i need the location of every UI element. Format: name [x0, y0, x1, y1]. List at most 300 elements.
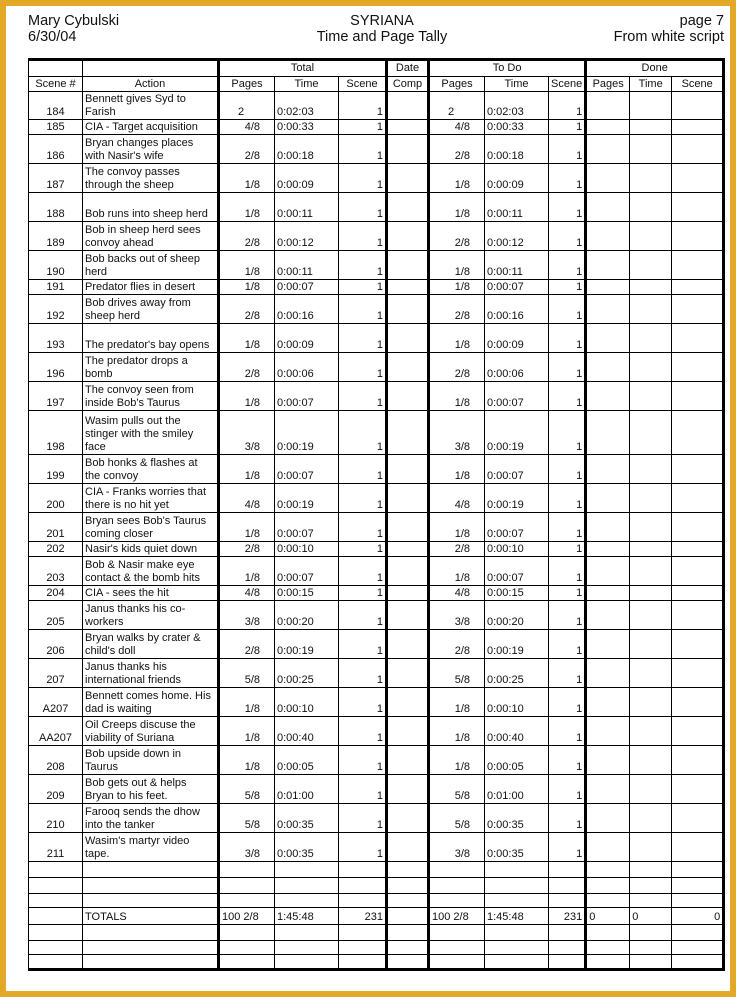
empty-cell [387, 941, 429, 955]
done-pages [586, 775, 630, 804]
total-scene-count: 1 [339, 353, 387, 382]
todo-scene-count: 1 [549, 353, 586, 382]
todo-pages: 1/8 [429, 746, 485, 775]
date-comp [387, 630, 429, 659]
action-text: Predator flies in desert [83, 280, 219, 295]
scene-number: 200 [29, 484, 83, 513]
done-pages [586, 601, 630, 630]
todo-scene-count: 1 [549, 295, 586, 324]
empty-cell [339, 894, 387, 908]
table-row [29, 513, 724, 542]
empty-cell [83, 925, 219, 941]
total-pages: 1/8 [219, 382, 275, 411]
table-row [29, 630, 724, 659]
done-scene-count [672, 455, 724, 484]
todo-pages: 1/8 [429, 193, 485, 222]
totals-date-comp [387, 908, 429, 925]
done-scene-count [672, 746, 724, 775]
date-comp [387, 411, 429, 455]
done-time [630, 513, 672, 542]
total-pages: 1/8 [219, 557, 275, 586]
done-pages [586, 251, 630, 280]
todo-time: 0:00:25 [485, 659, 549, 688]
done-scene-count [672, 513, 724, 542]
column-header: Pages [586, 77, 630, 92]
total-pages: 1/8 [219, 688, 275, 717]
blank-row [29, 894, 724, 908]
empty-cell [219, 941, 275, 955]
totals-done-time: 0 [630, 908, 672, 925]
empty-cell [29, 941, 83, 955]
done-time [630, 804, 672, 833]
done-time [630, 120, 672, 135]
date-comp [387, 455, 429, 484]
empty-cell [29, 894, 83, 908]
done-pages [586, 324, 630, 353]
todo-scene-count: 1 [549, 542, 586, 557]
empty-cell [630, 925, 672, 941]
empty-cell [339, 941, 387, 955]
total-time: 0:00:12 [275, 222, 339, 251]
empty-cell [219, 878, 275, 894]
empty-cell [219, 955, 275, 970]
empty-cell [429, 925, 485, 941]
date-comp [387, 586, 429, 601]
todo-time: 0:00:10 [485, 542, 549, 557]
total-scene-count: 1 [339, 688, 387, 717]
table-row [29, 193, 724, 222]
done-scene-count [672, 484, 724, 513]
total-time: 0:00:33 [275, 120, 339, 135]
done-scene-count [672, 164, 724, 193]
blank-row [29, 862, 724, 878]
scene-number: 201 [29, 513, 83, 542]
todo-scene-count: 1 [549, 746, 586, 775]
done-scene-count [672, 251, 724, 280]
todo-time: 0:00:05 [485, 746, 549, 775]
done-scene-count [672, 804, 724, 833]
empty-cell [429, 941, 485, 955]
empty-cell [586, 955, 630, 970]
total-scene-count: 1 [339, 746, 387, 775]
total-pages: 2/8 [219, 353, 275, 382]
empty-cell [485, 894, 549, 908]
done-pages [586, 586, 630, 601]
total-scene-count: 1 [339, 630, 387, 659]
todo-time: 0:00:11 [485, 251, 549, 280]
done-scene-count [672, 586, 724, 601]
action-text: Bryan sees Bob's Taurus coming closer [83, 513, 219, 542]
done-pages [586, 688, 630, 717]
scene-number: 199 [29, 455, 83, 484]
total-pages: 1/8 [219, 251, 275, 280]
todo-scene-count: 1 [549, 455, 586, 484]
total-time: 0:00:07 [275, 280, 339, 295]
total-pages: 5/8 [219, 804, 275, 833]
done-time [630, 746, 672, 775]
tally-body [29, 60, 724, 970]
totals-time: 1:45:48 [275, 908, 339, 925]
total-time: 0:00:06 [275, 353, 339, 382]
empty-cell [387, 862, 429, 878]
todo-pages: 1/8 [429, 455, 485, 484]
todo-time: 0:00:20 [485, 601, 549, 630]
todo-pages: 1/8 [429, 717, 485, 746]
todo-scene-count: 1 [549, 557, 586, 586]
todo-scene-count: 1 [549, 193, 586, 222]
totals-done-scene-count: 0 [672, 908, 724, 925]
empty-cell [83, 894, 219, 908]
table-row [29, 353, 724, 382]
todo-pages: 2/8 [429, 542, 485, 557]
todo-time: 0:00:07 [485, 382, 549, 411]
done-time [630, 164, 672, 193]
todo-pages: 1/8 [429, 164, 485, 193]
action-text: Bennett gives Syd to Farish [83, 92, 219, 120]
empty-cell [429, 862, 485, 878]
done-scene-count [672, 353, 724, 382]
column-header: Time [275, 77, 339, 92]
date-comp [387, 557, 429, 586]
date-comp [387, 193, 429, 222]
date-comp [387, 688, 429, 717]
action-text: Bennett comes home. His dad is waiting [83, 688, 219, 717]
done-pages [586, 484, 630, 513]
todo-time: 0:00:09 [485, 164, 549, 193]
todo-pages: 2/8 [429, 222, 485, 251]
empty-cell [586, 941, 630, 955]
totals-row [29, 908, 724, 925]
table-row [29, 601, 724, 630]
todo-time: 0:00:18 [485, 135, 549, 164]
todo-time: 0:00:40 [485, 717, 549, 746]
todo-time: 0:00:35 [485, 804, 549, 833]
scene-number: 202 [29, 542, 83, 557]
total-pages: 3/8 [219, 411, 275, 455]
action-text: Janus thanks his co-workers [83, 601, 219, 630]
action-text: Janus thanks his international friends [83, 659, 219, 688]
todo-scene-count: 1 [549, 251, 586, 280]
todo-time: 0:00:07 [485, 557, 549, 586]
total-time: 0:00:07 [275, 455, 339, 484]
total-time: 0:00:11 [275, 251, 339, 280]
group-header-date: Date [387, 60, 429, 77]
date-comp [387, 280, 429, 295]
total-pages: 1/8 [219, 717, 275, 746]
empty-cell [275, 878, 339, 894]
tally-table [28, 58, 725, 971]
done-scene-count [672, 833, 724, 862]
todo-scene-count: 1 [549, 601, 586, 630]
todo-scene-count: 1 [549, 222, 586, 251]
action-text: Bob & Nasir make eye contact & the bomb hits [83, 557, 219, 586]
action-text: Bob upside down in Taurus [83, 746, 219, 775]
total-pages: 4/8 [219, 120, 275, 135]
todo-pages: 4/8 [429, 484, 485, 513]
empty-cell [219, 894, 275, 908]
done-time [630, 353, 672, 382]
total-time: 0:00:11 [275, 193, 339, 222]
todo-time: 0:02:03 [485, 92, 549, 120]
scene-number: 184 [29, 92, 83, 120]
done-pages [586, 557, 630, 586]
todo-scene-count: 1 [549, 382, 586, 411]
total-pages: 4/8 [219, 484, 275, 513]
date-comp [387, 717, 429, 746]
action-text: Bob gets out & helps Bryan to his feet. [83, 775, 219, 804]
todo-pages: 3/8 [429, 411, 485, 455]
action-text: Nasir's kids quiet down [83, 542, 219, 557]
todo-pages: 1/8 [429, 280, 485, 295]
done-pages [586, 222, 630, 251]
todo-pages: 4/8 [429, 586, 485, 601]
empty-cell [219, 925, 275, 941]
total-scene-count: 1 [339, 833, 387, 862]
total-time: 0:00:18 [275, 135, 339, 164]
done-pages [586, 120, 630, 135]
todo-pages: 1/8 [429, 688, 485, 717]
table-row [29, 688, 724, 717]
done-pages [586, 92, 630, 120]
totals-todo-time: 1:45:48 [485, 908, 549, 925]
total-pages: 3/8 [219, 601, 275, 630]
group-header-total: Total [219, 60, 387, 77]
scene-number: 209 [29, 775, 83, 804]
total-pages: 3/8 [219, 833, 275, 862]
source-note: From white script [613, 29, 724, 45]
scene-number: 203 [29, 557, 83, 586]
empty-cell [672, 925, 724, 941]
done-scene-count [672, 630, 724, 659]
done-scene-count [672, 775, 724, 804]
done-pages [586, 513, 630, 542]
done-pages [586, 193, 630, 222]
done-time [630, 775, 672, 804]
todo-scene-count: 1 [549, 280, 586, 295]
date-comp [387, 222, 429, 251]
action-text: The predator drops a bomb [83, 353, 219, 382]
done-time [630, 295, 672, 324]
empty-cell [29, 862, 83, 878]
date-comp [387, 164, 429, 193]
date-comp [387, 601, 429, 630]
total-scene-count: 1 [339, 586, 387, 601]
done-pages [586, 746, 630, 775]
total-pages: 1/8 [219, 746, 275, 775]
totals-blank [29, 908, 83, 925]
scene-number: A207 [29, 688, 83, 717]
total-scene-count: 1 [339, 92, 387, 120]
done-time [630, 688, 672, 717]
total-scene-count: 1 [339, 135, 387, 164]
scene-number: 197 [29, 382, 83, 411]
done-scene-count [672, 295, 724, 324]
action-text: Bob in sheep herd sees convoy ahead [83, 222, 219, 251]
total-scene-count: 1 [339, 775, 387, 804]
action-text: The convoy seen from inside Bob's Taurus [83, 382, 219, 411]
done-scene-count [672, 193, 724, 222]
todo-scene-count: 1 [549, 775, 586, 804]
todo-time: 0:00:10 [485, 688, 549, 717]
todo-scene-count: 1 [549, 804, 586, 833]
total-time: 0:00:15 [275, 586, 339, 601]
total-scene-count: 1 [339, 411, 387, 455]
empty-cell [219, 862, 275, 878]
total-scene-count: 1 [339, 222, 387, 251]
action-text: Bob backs out of sheep herd [83, 251, 219, 280]
total-time: 0:00:19 [275, 630, 339, 659]
group-header-blank [29, 60, 83, 77]
empty-cell [275, 894, 339, 908]
done-pages [586, 382, 630, 411]
empty-cell [672, 878, 724, 894]
action-text: Oil Creeps discuse the viability of Suriana [83, 717, 219, 746]
scene-number: 185 [29, 120, 83, 135]
total-scene-count: 1 [339, 717, 387, 746]
empty-cell [672, 955, 724, 970]
done-pages [586, 295, 630, 324]
empty-cell [549, 862, 586, 878]
todo-scene-count: 1 [549, 164, 586, 193]
empty-cell [275, 955, 339, 970]
date-comp [387, 324, 429, 353]
header-left [28, 13, 119, 45]
empty-cell [630, 941, 672, 955]
scene-number: 190 [29, 251, 83, 280]
blank-row [29, 955, 724, 970]
todo-pages: 3/8 [429, 601, 485, 630]
total-scene-count: 1 [339, 164, 387, 193]
date-comp [387, 542, 429, 557]
total-scene-count: 1 [339, 659, 387, 688]
table-row [29, 164, 724, 193]
total-pages: 4/8 [219, 586, 275, 601]
total-time: 0:00:10 [275, 542, 339, 557]
date-comp [387, 804, 429, 833]
done-time [630, 833, 672, 862]
done-scene-count [672, 92, 724, 120]
total-scene-count: 1 [339, 382, 387, 411]
empty-cell [275, 862, 339, 878]
column-header: Comp [387, 77, 429, 92]
empty-cell [672, 862, 724, 878]
todo-pages: 3/8 [429, 833, 485, 862]
action-text: Farooq sends the dhow into the tanker [83, 804, 219, 833]
total-pages: 1/8 [219, 455, 275, 484]
total-pages: 2/8 [219, 222, 275, 251]
empty-cell [429, 878, 485, 894]
todo-pages: 5/8 [429, 804, 485, 833]
total-time: 0:00:35 [275, 804, 339, 833]
empty-cell [29, 925, 83, 941]
todo-time: 0:01:00 [485, 775, 549, 804]
empty-cell [630, 894, 672, 908]
empty-cell [672, 941, 724, 955]
total-time: 0:00:07 [275, 382, 339, 411]
blank-row [29, 925, 724, 941]
total-pages: 1/8 [219, 280, 275, 295]
done-pages [586, 630, 630, 659]
done-time [630, 601, 672, 630]
empty-cell [672, 894, 724, 908]
done-scene-count [672, 120, 724, 135]
done-time [630, 542, 672, 557]
scene-number: 188 [29, 193, 83, 222]
table-row [29, 484, 724, 513]
done-time [630, 193, 672, 222]
action-text: Wasim pulls out the stinger with the smiley face [83, 411, 219, 455]
done-time [630, 557, 672, 586]
empty-cell [485, 862, 549, 878]
action-text: The predator's bay opens [83, 324, 219, 353]
header-center [206, 13, 558, 45]
scene-number: 210 [29, 804, 83, 833]
empty-cell [549, 925, 586, 941]
totals-todo-pages: 100 2/8 [429, 908, 485, 925]
column-header: Scene [672, 77, 724, 92]
empty-cell [485, 955, 549, 970]
empty-cell [485, 925, 549, 941]
total-scene-count: 1 [339, 120, 387, 135]
table-row [29, 557, 724, 586]
group-header-blank [83, 60, 219, 77]
total-time: 0:00:35 [275, 833, 339, 862]
done-time [630, 324, 672, 353]
column-header: Scene [549, 77, 586, 92]
total-scene-count: 1 [339, 601, 387, 630]
todo-pages: 1/8 [429, 251, 485, 280]
done-time [630, 135, 672, 164]
scene-number: 187 [29, 164, 83, 193]
empty-cell [586, 878, 630, 894]
done-scene-count [672, 135, 724, 164]
date-comp [387, 775, 429, 804]
todo-time: 0:00:33 [485, 120, 549, 135]
page-number: page 7 [679, 13, 724, 29]
group-header-row [29, 60, 724, 77]
total-scene-count: 1 [339, 324, 387, 353]
table-row [29, 222, 724, 251]
total-time: 0:00:20 [275, 601, 339, 630]
todo-scene-count: 1 [549, 659, 586, 688]
total-scene-count: 1 [339, 280, 387, 295]
column-header: Pages [429, 77, 485, 92]
empty-cell [29, 878, 83, 894]
todo-time: 0:00:07 [485, 513, 549, 542]
table-row [29, 542, 724, 557]
empty-cell [485, 878, 549, 894]
empty-cell [83, 941, 219, 955]
action-text: Wasim's martyr video tape. [83, 833, 219, 862]
page [6, 6, 730, 991]
total-pages: 5/8 [219, 775, 275, 804]
todo-time: 0:00:07 [485, 455, 549, 484]
done-pages [586, 455, 630, 484]
done-pages [586, 804, 630, 833]
action-text: Bryan walks by crater & child's doll [83, 630, 219, 659]
column-header: Pages [219, 77, 275, 92]
total-scene-count: 1 [339, 542, 387, 557]
date-comp [387, 659, 429, 688]
table-row [29, 804, 724, 833]
todo-pages: 1/8 [429, 324, 485, 353]
total-pages: 2/8 [219, 630, 275, 659]
todo-pages: 5/8 [429, 775, 485, 804]
todo-pages: 5/8 [429, 659, 485, 688]
scene-number: 208 [29, 746, 83, 775]
table-row [29, 775, 724, 804]
totals-label: TOTALS [83, 908, 219, 925]
